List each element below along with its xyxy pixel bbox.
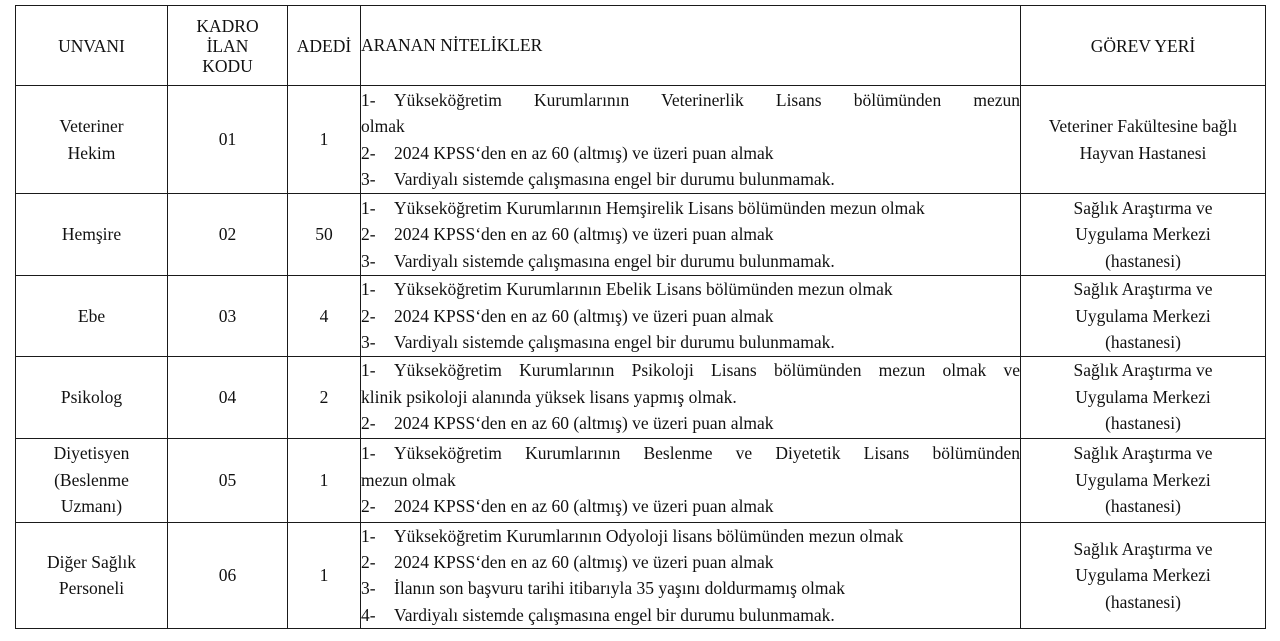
header-code-line: KODU [202, 55, 253, 76]
title-line: Ebe [77, 305, 106, 326]
location-line: (hastanesi) [1105, 591, 1181, 612]
location-line: (hastanesi) [1105, 332, 1181, 352]
qualification-line [361, 140, 1020, 166]
header-qualifications: ARANAN NİTELİKLER [361, 6, 1021, 86]
qualification-text: 2024 KPSS‘den en az 60 (altmış) ve üzeri puan almak [394, 224, 774, 245]
qualification-number: 1- [361, 197, 376, 218]
qualification-number: 3- [361, 250, 376, 271]
qualification-line [361, 221, 1020, 247]
table-header-row [16, 6, 1266, 86]
staff-positions-table [15, 5, 1266, 629]
qualification-line [361, 87, 1020, 113]
cell-code: 03 [168, 276, 288, 357]
cell-qualifications [361, 356, 1021, 438]
cell-qualifications [361, 438, 1021, 522]
qualification-number: 1- [361, 443, 376, 464]
title-line: Hemşire [61, 224, 122, 245]
qualification-text: Yükseköğretim Kurumlarının Ebelik Lisans bölümünden mezun olmak [394, 279, 893, 300]
cell-qualifications [361, 194, 1021, 276]
cell-title [16, 356, 168, 438]
table-row [16, 276, 1266, 357]
location-line: Sağlık Araştırma ve [1073, 279, 1213, 299]
qualification-number: 2- [361, 224, 376, 245]
cell-count: 4 [288, 276, 361, 357]
cell-code: 01 [168, 86, 288, 194]
qualification-line [361, 248, 1020, 274]
qualification-number: 1- [361, 89, 376, 110]
qualification-line [361, 493, 1020, 519]
location-line: Sağlık Araştırma ve [1073, 538, 1213, 559]
title-line: Veteriner [59, 116, 124, 136]
location-line: Sağlık Araştırma ve [1073, 443, 1213, 464]
cell-title [16, 86, 168, 194]
cell-code: 02 [168, 194, 288, 276]
location-line: Uygulama Merkezi [1075, 386, 1211, 407]
cell-code: 06 [168, 522, 288, 629]
cell-qualifications [361, 86, 1021, 194]
qualification-line [361, 303, 1020, 329]
qualification-text: Yükseköğretim Kurumlarının Beslenme ve Diyetetik Lisans bölümünden [394, 443, 1020, 464]
table-row [16, 522, 1266, 629]
qualification-text: Vardiyalı sistemde çalışmasına engel bir durumu bulunmamak. [394, 250, 835, 271]
qualification-line [361, 523, 1020, 549]
header-location: GÖREV YERİ [1021, 6, 1266, 86]
qualification-text: Yükseköğretim Kurumlarının Odyoloji lisans bölümünden mezun olmak [394, 525, 904, 546]
qualification-text: Yükseköğretim Kurumlarının Veterinerlik Lisans bölümünden mezun [394, 89, 1020, 110]
header-code [168, 6, 288, 86]
table-row [16, 194, 1266, 276]
cell-location [1021, 356, 1266, 438]
qualification-number: 2- [361, 551, 376, 572]
location-line: Uygulama Merkezi [1075, 565, 1211, 586]
title-line: Diyetisyen [53, 443, 130, 464]
cell-location [1021, 276, 1266, 357]
cell-count: 50 [288, 194, 361, 276]
qualification-line [361, 440, 1020, 466]
qualification-number: 2- [361, 142, 376, 163]
qualification-text: mezun olmak [361, 469, 456, 490]
qualification-number: 1- [361, 525, 376, 546]
location-line: Sağlık Araştırma ve [1073, 360, 1213, 381]
location-line: (hastanesi) [1105, 250, 1181, 271]
table-row [16, 356, 1266, 438]
location-line: Sağlık Araştırma ve [1073, 197, 1213, 218]
qualification-number: 3- [361, 578, 376, 599]
table-row [16, 438, 1266, 522]
location-line: Veteriner Fakültesine bağlı [1048, 116, 1238, 136]
qualification-text: olmak [361, 116, 405, 137]
qualification-number: 1- [361, 360, 376, 381]
qualification-line [361, 549, 1020, 575]
qualification-line [361, 602, 1020, 628]
qualification-text: 2024 KPSS‘den en az 60 (altmış) ve üzeri puan almak [394, 413, 774, 434]
qualification-text: 2024 KPSS‘den en az 60 (altmış) ve üzeri puan almak [394, 496, 774, 517]
qualification-text: 2024 KPSS‘den en az 60 (altmış) ve üzeri puan almak [394, 142, 774, 163]
cell-location [1021, 194, 1266, 276]
qualification-line [361, 575, 1020, 601]
qualification-line [361, 276, 1020, 302]
title-line: Diğer Sağlık [47, 551, 136, 572]
header-code-line: KADRO [196, 15, 259, 36]
header-count: ADEDİ [288, 6, 361, 86]
qualification-number: 1- [361, 279, 376, 300]
cell-location [1021, 438, 1266, 522]
cell-count: 1 [288, 86, 361, 194]
table-row [16, 86, 1266, 194]
location-line: (hastanesi) [1105, 496, 1181, 517]
cell-qualifications [361, 522, 1021, 629]
title-line: (Beslenme [54, 469, 129, 490]
qualification-line [361, 410, 1020, 436]
qualification-text: Yükseköğretim Kurumlarının Psikoloji Lisans bölümünden mezun olmak ve [394, 360, 1020, 381]
cell-location [1021, 522, 1266, 629]
location-line: Hayvan Hastanesi [1079, 142, 1207, 163]
qualification-text: İlanın son başvuru tarihi itibarıyla 35 yaşını doldurmamış olmak [394, 578, 846, 599]
location-line: Uygulama Merkezi [1075, 224, 1211, 245]
qualification-number: 2- [361, 413, 376, 434]
cell-count: 1 [288, 438, 361, 522]
qualification-number: 4- [361, 604, 376, 625]
qualification-line [361, 357, 1020, 383]
qualification-text: Vardiyalı sistemde çalışmasına engel bir durumu bulunmamak. [394, 604, 835, 625]
qualification-line [361, 467, 1020, 493]
title-line: Uzmanı) [60, 496, 123, 517]
location-line: (hastanesi) [1105, 413, 1181, 434]
qualification-line [361, 384, 1020, 410]
qualification-line [361, 166, 1020, 192]
qualification-number: 2- [361, 305, 376, 326]
qualification-number: 3- [361, 168, 376, 189]
cell-code: 04 [168, 356, 288, 438]
cell-title [16, 194, 168, 276]
title-line: Personeli [58, 578, 125, 599]
cell-code: 05 [168, 438, 288, 522]
qualification-text: klinik psikoloji alanında yüksek lisans yapmış olmak. [361, 386, 737, 407]
qualification-text: 2024 KPSS‘den en az 60 (altmış) ve üzeri puan almak [394, 305, 774, 326]
cell-location [1021, 86, 1266, 194]
location-line: Uygulama Merkezi [1075, 305, 1211, 326]
location-line: Uygulama Merkezi [1075, 469, 1211, 490]
header-title: UNVANI [16, 6, 168, 86]
header-code-line: İLAN [206, 35, 249, 56]
qualification-text: Vardiyalı sistemde çalışmasına engel bir durumu bulunmamak. [394, 168, 835, 189]
cell-title [16, 276, 168, 357]
qualification-text: Yükseköğretim Kurumlarının Hemşirelik Lisans bölümünden mezun olmak [394, 197, 925, 218]
qualification-line [361, 195, 1020, 221]
qualification-number: 2- [361, 496, 376, 517]
cell-title [16, 438, 168, 522]
title-line: Hekim [67, 142, 116, 163]
cell-qualifications [361, 276, 1021, 357]
table-body [16, 86, 1266, 629]
qualification-number: 3- [361, 331, 376, 352]
title-line: Psikolog [60, 386, 123, 407]
qualification-line [361, 113, 1020, 139]
qualification-text: Vardiyalı sistemde çalışmasına engel bir durumu bulunmamak. [394, 331, 835, 352]
cell-count: 1 [288, 522, 361, 629]
qualification-text: 2024 KPSS‘den en az 60 (altmış) ve üzeri puan almak [394, 551, 774, 572]
qualification-line [361, 329, 1020, 355]
cell-count: 2 [288, 356, 361, 438]
cell-title [16, 522, 168, 629]
